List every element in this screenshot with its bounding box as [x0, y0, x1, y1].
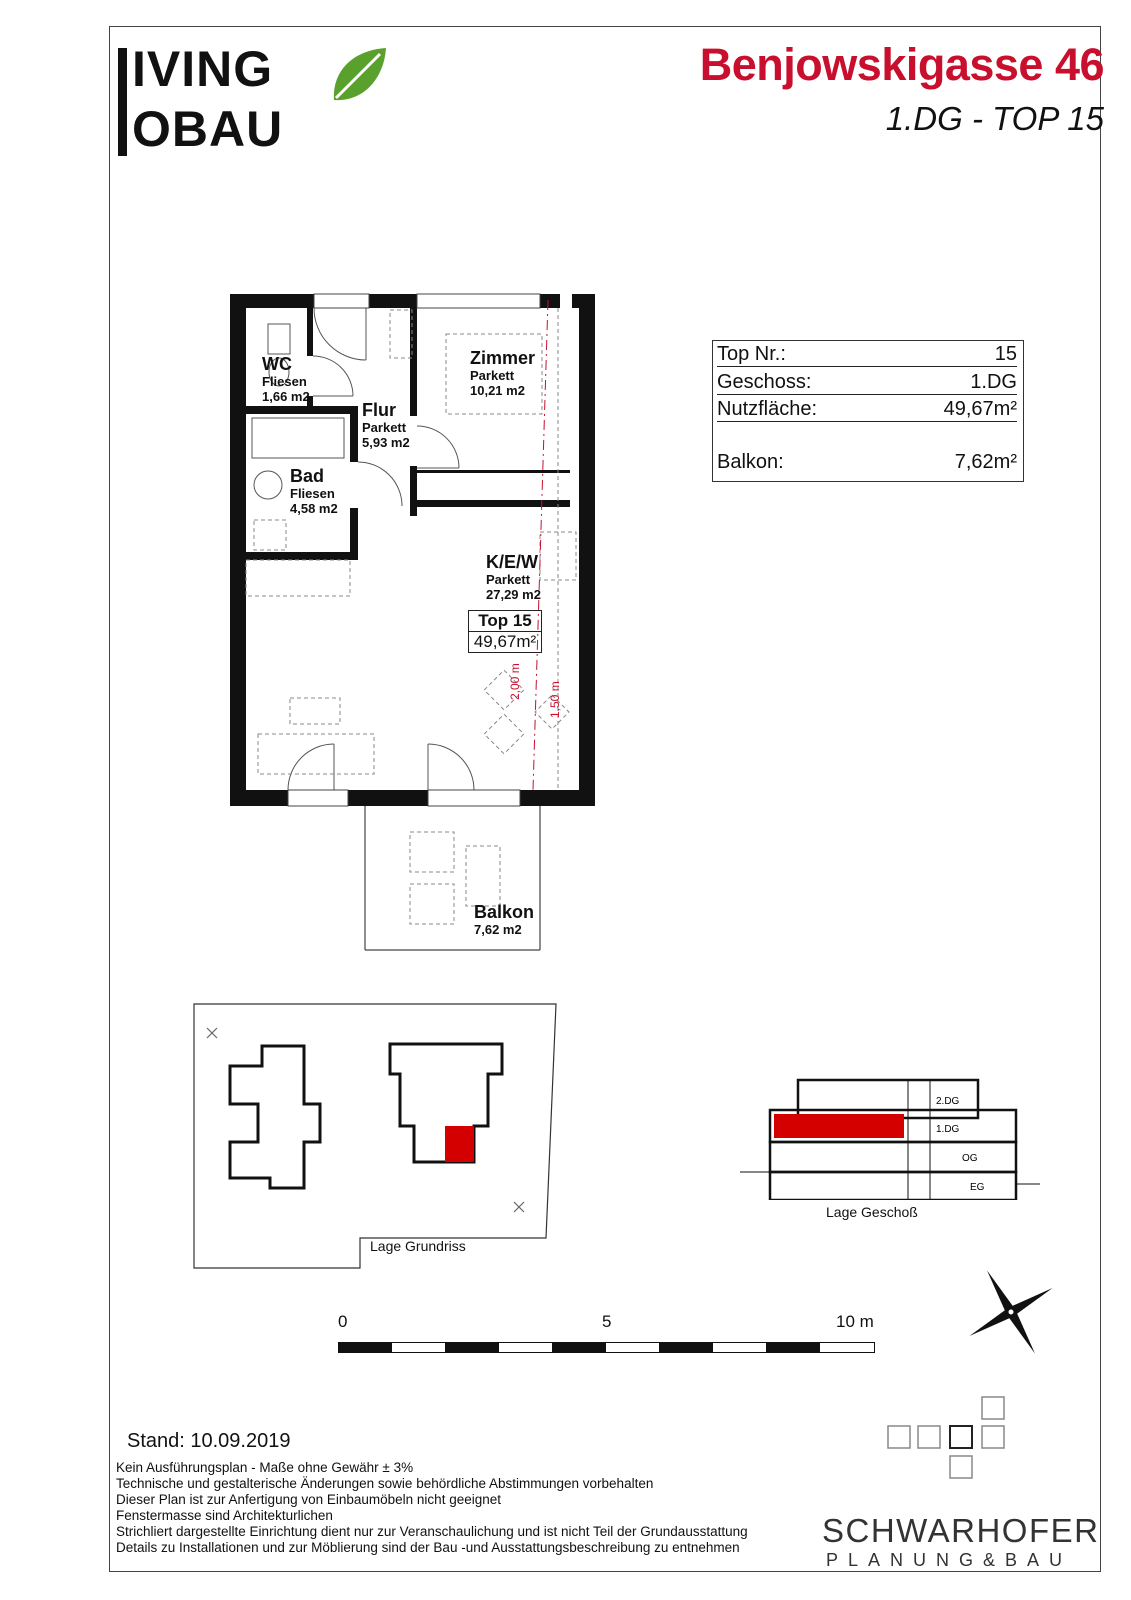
- info-value: 7,62m²: [954, 451, 1017, 473]
- company-tagline: PLANUNG&BAU: [826, 1550, 1073, 1570]
- note-line: Details zu Installationen und zur Möblierung sind der Bau -und Ausstattungsbeschreibung zu entnehmen: [116, 1540, 740, 1555]
- room-area: 1,66 m2: [262, 388, 310, 404]
- note-line: Fenstermasse sind Architekturlichen: [116, 1508, 333, 1523]
- top-label: [468, 610, 542, 653]
- room-name: Bad: [290, 466, 325, 486]
- site-plan: [190, 1002, 565, 1272]
- floor-2dg: 2.DG: [936, 1096, 960, 1107]
- room-area: 5,93 m2: [362, 434, 410, 450]
- info-label: Geschoss:: [717, 371, 812, 393]
- top-name: Top 15: [469, 611, 541, 632]
- floor-eg: EG: [970, 1182, 985, 1193]
- info-label: Balkon:: [717, 451, 784, 473]
- room-wc: [262, 354, 310, 405]
- compass-icon: [962, 1264, 1060, 1360]
- unit-subtitle: 1.DG - TOP 15: [885, 100, 1104, 137]
- info-value: 15: [994, 343, 1017, 365]
- company-name: SCHWARHOFER: [822, 1512, 1100, 1549]
- info-label: Nutzfläche:: [717, 398, 818, 420]
- logo-line1: IVING: [132, 41, 274, 97]
- note-line: Dieser Plan ist zur Anfertigung von Einbaumöbeln nicht geeignet: [116, 1492, 501, 1507]
- room-floor: Parkett: [486, 571, 531, 587]
- room-balkon: [474, 902, 534, 938]
- dimension-1-5m: 1,50 m: [548, 681, 562, 718]
- room-name: Flur: [362, 400, 396, 420]
- room-name: Zimmer: [470, 348, 536, 368]
- room-kew: [486, 552, 541, 603]
- top-area: 49,67m²: [473, 632, 537, 651]
- note-line: Kein Ausführungsplan - Maße ohne Gewähr ± 3%: [116, 1460, 414, 1475]
- company-squares-logo: [886, 1396, 1006, 1486]
- scale-bar: [338, 1342, 876, 1354]
- info-value: 49,67m²: [943, 398, 1017, 420]
- disclaimer-notes: [116, 1460, 816, 1556]
- room-name: K/E/W: [486, 552, 538, 572]
- dimension-2m: 2,00 m: [508, 663, 522, 700]
- room-floor: Parkett: [470, 367, 515, 383]
- floor-og: OG: [962, 1153, 978, 1164]
- info-value: 1.DG: [970, 371, 1017, 393]
- section-view: [740, 1060, 1050, 1200]
- room-flur: [362, 400, 410, 451]
- room-zimmer: [470, 348, 535, 399]
- scale-label-10: 10 m: [836, 1312, 874, 1331]
- stand-date: Stand: 10.09.2019: [127, 1430, 291, 1452]
- room-floor: Fliesen: [290, 485, 335, 501]
- room-area: 4,58 m2: [290, 500, 338, 516]
- room-name: WC: [262, 354, 292, 374]
- room-area: 27,29 m2: [486, 586, 541, 602]
- logo-line2: OBAU: [132, 101, 284, 157]
- room-floor: Parkett: [362, 419, 407, 435]
- address-title: Benjowskigasse 46: [699, 39, 1104, 90]
- room-area: 7,62 m2: [474, 921, 522, 937]
- scale-label-5: 5: [602, 1312, 612, 1331]
- section-caption: Lage Geschoß: [826, 1204, 918, 1220]
- floor-1dg: 1.DG: [936, 1124, 960, 1135]
- room-floor: Fliesen: [262, 373, 307, 389]
- site-plan-caption: Lage Grundriss: [370, 1238, 466, 1254]
- room-area: 10,21 m2: [470, 382, 525, 398]
- room-bad: [290, 466, 338, 517]
- info-label: Top Nr.:: [717, 343, 786, 365]
- room-name: Balkon: [474, 902, 535, 922]
- note-line: Strichliert dargestellte Einrichtung dient nur zur Veranschaulichung und ist nicht Teil der Grundausstattung: [116, 1524, 748, 1539]
- scale-label-0: 0: [338, 1312, 348, 1331]
- note-line: Technische und gestalterische Änderungen sowie behördliche Abstimmungen vorbehalten: [116, 1476, 654, 1491]
